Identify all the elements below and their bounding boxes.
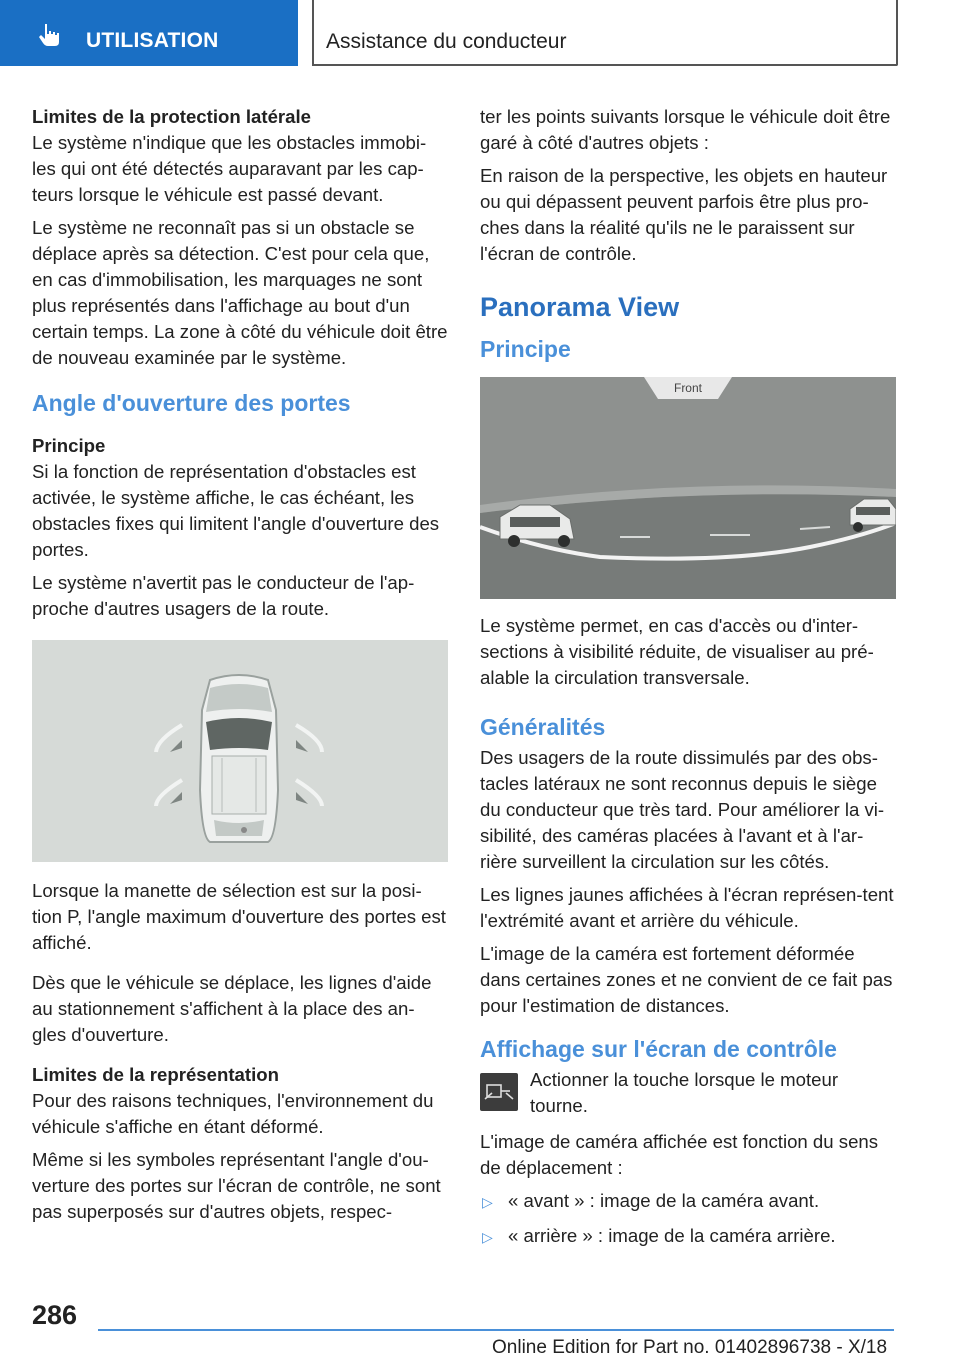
paragraph: Même si les symboles représentant l'angle d'ou-verture des portes sur l'écran de contrôle, ne sont pas superposés sur d'autres objets, respec- (32, 1149, 441, 1222)
paragraph: En raison de la perspective, les objets en hauteur ou qui dépassent peuvent parfois être plus pro-ches dans la réalité qu'ils ne le paraissent sur l'écran de contrôle. (480, 165, 888, 264)
heading-representation-limits: Limites de la représentation (32, 1064, 279, 1085)
list-item: ▷ « avant » : image de la caméra avant. (480, 1188, 896, 1214)
paragraph: ter les points suivants lorsque le véhicule doit être garé à côté d'autres objets : (480, 106, 891, 153)
hand-pointer-icon (36, 22, 66, 48)
footer-rule (98, 1329, 894, 1331)
heading-general: Généralités (480, 714, 606, 740)
camera-button-icon[interactable] (480, 1073, 518, 1111)
paragraph: L'image de la caméra est fortement déformée dans certaines zones et ne convient de ce fait pas pour l'estimation de distances. (480, 943, 893, 1016)
heading-door-angle: Angle d'ouverture des portes (32, 390, 351, 416)
heading-display: Affichage sur l'écran de contrôle (480, 1036, 837, 1062)
paragraph: Si la fonction de représentation d'obstacles est activée, le système affiche, le cas échéant, les obstacles fixes qui limitent l'angle d'ouverture des portes. (32, 461, 440, 560)
paragraph: Le système n'indique que les obstacles immobi-les qui ont été détectés auparavant par les cap-teurs lorsque le véhicule est passé devant. (32, 132, 427, 205)
paragraph: Pour des raisons techniques, l'environnement du véhicule s'affiche en étant déformé. (32, 1090, 434, 1137)
paragraph: Des usagers de la route dissimulés par des obs-tacles latéraux ne sont reconnus depuis le siège du conducteur que très tard. Pour améliorer la vi-sibilité, des caméras placées à l'avant et à l'ar-rière surveillent la circulation sur les côtés. (480, 747, 885, 872)
door-angle-figure (32, 640, 448, 862)
left-column (32, 104, 448, 1232)
heading-principle: Principe (480, 336, 571, 362)
paragraph: Le système permet, en cas d'accès ou d'inter-sections à visibilité réduite, de visualiser au pré-alable la circulation transversale. (480, 615, 874, 688)
section-label: UTILISATION (86, 29, 219, 52)
heading-panorama-view: Panorama View (480, 292, 680, 322)
paragraph: Les lignes jaunes affichées à l'écran représen-tent l'extrémité avant et arrière du véhicule. (480, 884, 894, 931)
paragraph: Le système ne reconnaît pas si un obstacle se déplace après sa détection. C'est pour cela que, en cas d'immobilisation, les marquages ne sont plus représentés dans l'affichage au bout d'un certain temps. La zone à côté du véhicule doit être de nouveau examinée par le système. (32, 217, 448, 368)
footer-edition: Online Edition for Part no. 01402896738 - X/18 (492, 1337, 888, 1358)
camera-button-instruction (480, 1069, 896, 1119)
list-item: ▷ « arrière » : image de la caméra arrière. (480, 1223, 896, 1249)
section-tab[interactable] (0, 0, 298, 66)
panorama-camera-figure (480, 377, 896, 599)
paragraph: Dès que le véhicule se déplace, les lignes d'aide au stationnement s'affichent à la place des an-gles d'ouverture. (32, 972, 432, 1045)
button-instruction-text: Actionner la touche lorsque le moteur tourne. (530, 1069, 839, 1116)
page-header (0, 0, 960, 68)
page-number: 286 (32, 1300, 78, 1330)
paragraph: L'image de caméra affichée est fonction du sens de déplacement : (480, 1131, 879, 1178)
direction-list (480, 1188, 896, 1249)
chapter-label: Assistance du conducteur (326, 30, 567, 53)
heading-principle: Principe (32, 435, 106, 456)
triangle-bullet-icon: ▷ (482, 1194, 493, 1210)
chapter-tab[interactable] (312, 0, 898, 66)
paragraph: Lorsque la manette de sélection est sur la posi-tion P, l'angle maximum d'ouverture des portes est affiché. (32, 880, 446, 953)
heading-lateral-limits: Limites de la protection latérale (32, 106, 311, 127)
front-label: Front (673, 381, 703, 395)
right-column (480, 104, 896, 1258)
paragraph: Le système n'avertit pas le conducteur de l'ap-proche d'autres usagers de la route. (32, 572, 415, 619)
triangle-bullet-icon: ▷ (482, 1229, 493, 1245)
camera-view-illustration (480, 377, 896, 599)
car-top-view-illustration (32, 640, 448, 862)
